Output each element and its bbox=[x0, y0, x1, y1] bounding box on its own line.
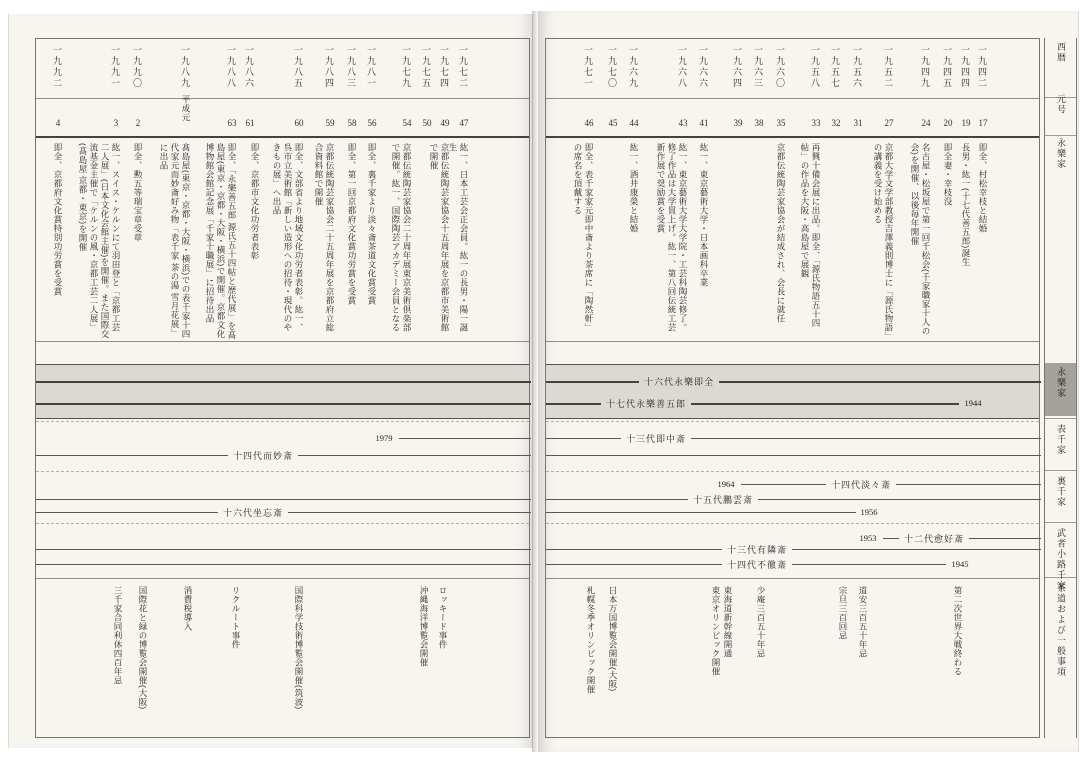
year-label: 一九四二 bbox=[977, 45, 987, 89]
sidebar-item-1: 元号 bbox=[1056, 94, 1066, 115]
section-divider-line bbox=[546, 341, 1039, 342]
generation-line bbox=[36, 403, 531, 405]
gutter-shadow bbox=[532, 11, 539, 752]
general-event-entry: 沖縄海洋博覧会開催 bbox=[419, 586, 429, 667]
era-year-number: 46 bbox=[584, 118, 594, 128]
family-section-dashed-divider bbox=[546, 471, 1039, 472]
chronology-entry: 紘一、スイス・ケルンにて羽田登と「京都工芸二人展」(日本文化会館主催)を開催。また国際交流基金主催で「ケルンの風・京都工芸二人展」(髙島屋 京都・東京)を開催 bbox=[78, 143, 121, 339]
year-label: 一九六四 bbox=[732, 45, 742, 89]
generation-year-mark: 1944 bbox=[962, 398, 985, 409]
year-label: 一九七二 bbox=[458, 45, 468, 89]
era-year-number: 17 bbox=[978, 118, 988, 128]
era-year-number: 3 bbox=[113, 118, 119, 128]
era-year-number: 59 bbox=[325, 118, 335, 128]
chronology-entry: 髙島屋(東京・京都・大阪・横浜)での表千家十四代家元而妙斎好み物「表千家 茶の湯 雪月花展」に出品 bbox=[159, 143, 191, 339]
era-year-number: 31 bbox=[853, 118, 863, 128]
eiraku-generation-band bbox=[546, 364, 1039, 419]
year-label: 一九六〇 bbox=[775, 45, 785, 89]
generation-line bbox=[36, 499, 531, 500]
family-section-dashed-divider bbox=[36, 471, 529, 472]
year-label: 一九八六 bbox=[244, 45, 254, 89]
sidebar-divider bbox=[1045, 418, 1076, 419]
year-label: 一九六六 bbox=[698, 45, 708, 89]
era-year-number: 63 bbox=[227, 118, 237, 128]
family-section-dashed-divider bbox=[546, 421, 1039, 422]
chronology-entry: 即全妻・幸枝没 bbox=[943, 143, 953, 206]
generation-line bbox=[36, 549, 531, 550]
chronology-entry: 京都伝統陶芸家協会二十周年展東京美術倶楽部で開催。紘一、国際陶芸アカデミー会員となる bbox=[391, 143, 412, 332]
section-divider-line bbox=[546, 578, 1039, 579]
year-label: 一九五二 bbox=[883, 45, 893, 89]
generation-label: 十四代不徹斎 bbox=[722, 559, 792, 571]
year-label: 一九五八 bbox=[810, 45, 820, 89]
chronology-entry: 即全、第一回京都府文化賞功労賞を受賞 bbox=[347, 143, 357, 305]
chronology-entry: 紘一、酒井康榮と結婚 bbox=[629, 143, 639, 233]
generation-line bbox=[546, 512, 856, 513]
chronology-entry: 再興十備会展に出品。即全、「源氏物語五十四帖」の作品を大阪・高島屋で展観 bbox=[800, 143, 821, 328]
generation-line bbox=[546, 499, 1041, 500]
generation-line bbox=[546, 381, 1041, 383]
generation-year-mark: 1964 bbox=[715, 479, 738, 490]
generation-year-mark: 1979 bbox=[373, 433, 396, 444]
chronology-entry: 京都伝統陶芸家協会が結成され、会長に就任 bbox=[776, 143, 786, 323]
sidebar-item-tab-6: 武者小路千家 bbox=[1056, 528, 1066, 591]
chronology-entry: 長男・紘一(十七代善五郎)誕生 bbox=[961, 143, 971, 267]
generation-label: 十五代鵬雲斎 bbox=[688, 494, 758, 506]
chronology-entry: 即全、京都市文化功労者表彰 bbox=[250, 143, 260, 260]
era-year-number: 39 bbox=[733, 118, 743, 128]
eiraku-generation-band bbox=[36, 364, 529, 419]
era-year-number: 33 bbox=[811, 118, 821, 128]
year-label: 一九七〇 bbox=[607, 45, 617, 89]
generation-label: 十三代即中斎 bbox=[621, 433, 691, 445]
general-event-entry: 三千家合同利休四百年忌 bbox=[113, 586, 123, 685]
year-label: 一九五六 bbox=[852, 45, 862, 89]
era-year-number: 50 bbox=[422, 118, 432, 128]
chronology-entry: 紘一、日本工芸会正会員。紘一の長男・陽一誕生 bbox=[448, 143, 469, 332]
chronology-entry: 即全、村松幸枝と結婚 bbox=[978, 143, 988, 233]
era-year-number: 32 bbox=[831, 118, 841, 128]
general-event-entry: 宗旦三百回忌 bbox=[838, 586, 848, 640]
general-event-entry: 国際科学技術博覧会開催(筑波) bbox=[294, 586, 304, 710]
chronology-entry: 即全、文部省より地域文化功労者表彰。紘一、呉市立美術館「新しい造形への招待・現代のやきもの展」へ出品 bbox=[272, 143, 304, 332]
year-label: 一九六八 bbox=[677, 45, 687, 89]
general-event-entry: リクルート事件 bbox=[231, 586, 241, 649]
generation-label: 十四代而妙斎 bbox=[228, 450, 298, 462]
era-year-number: 43 bbox=[678, 118, 688, 128]
section-divider-line bbox=[36, 578, 529, 579]
year-label: 一九九〇 bbox=[132, 45, 142, 89]
era-year-number: 56 bbox=[367, 118, 377, 128]
chronology-entry: 名古屋・松坂屋で第一回千松会(千家職家十人の会)を開催、以後毎年開催 bbox=[910, 143, 931, 336]
era-year-number: 19 bbox=[961, 118, 971, 128]
era-year-number: 38 bbox=[754, 118, 764, 128]
sidebar-item-tab-7: 茶道および一般事項 bbox=[1056, 583, 1066, 678]
generation-label: 十三代有隣斎 bbox=[722, 544, 792, 556]
year-label: 一九四五 bbox=[942, 45, 952, 89]
generation-line bbox=[546, 549, 1041, 550]
year-label: 一九七五 bbox=[421, 45, 431, 89]
year-label: 一九八一 bbox=[366, 45, 376, 89]
chronology-entry: 即全、表千家家元即中斎より茶席に「陶然軒」の席名を頂戴する bbox=[573, 143, 594, 332]
general-event-entry: ロッキード事件 bbox=[438, 586, 448, 649]
generation-label: 十四代淡々斎 bbox=[826, 479, 896, 491]
chronology-entry: 京都大学文学部教授吉澤義則博士に「源氏物語」の講義を受け始める bbox=[873, 143, 894, 337]
general-event-entry: 第二次世界大戦終わる bbox=[953, 586, 963, 676]
generation-year-mark: 1953 bbox=[857, 533, 880, 544]
general-event-entry: 道安三百五十年忌 bbox=[858, 586, 868, 658]
year-label: 一九四四 bbox=[960, 45, 970, 89]
chronology-entry: 京都伝統陶芸家協会十五周年展を京都市美術館で開催 bbox=[429, 143, 450, 332]
chronology-entry: 即全、裏千家より淡々斎茶道文化賞受賞 bbox=[367, 143, 377, 305]
generation-line bbox=[546, 455, 1041, 456]
year-label: 一九九二 bbox=[52, 45, 62, 89]
era-year-number: 47 bbox=[459, 118, 469, 128]
generation-label: 十六代永樂即全 bbox=[639, 376, 719, 388]
generation-label: 十二代愈好斎 bbox=[899, 533, 969, 545]
year-label: 一九七九 bbox=[401, 45, 411, 89]
section-divider-line bbox=[36, 136, 529, 138]
year-label: 一九八五 bbox=[293, 45, 303, 89]
era-year-number: 4 bbox=[55, 118, 61, 128]
era-year-number: 41 bbox=[699, 118, 709, 128]
year-label: 一九七四 bbox=[439, 45, 449, 89]
general-event-entry: 日本万国博覧会開催(大阪) bbox=[608, 586, 618, 692]
era-year-number: 60 bbox=[294, 118, 304, 128]
year-label: 一九五七 bbox=[830, 45, 840, 89]
generation-year-mark: 1945 bbox=[949, 559, 972, 570]
year-label: 一九六三 bbox=[753, 45, 763, 89]
generation-line bbox=[36, 381, 531, 383]
general-event-entry: 国際花と緑の博覧会開催(大阪) bbox=[138, 586, 148, 710]
era-year-number: 35 bbox=[776, 118, 786, 128]
family-section-dashed-divider bbox=[36, 421, 529, 422]
chronology-entry: 京都伝統陶芸家協会二十五周年展を京都府立総合資料館で開催 bbox=[314, 143, 335, 332]
year-label: 一九六九 bbox=[628, 45, 638, 89]
generation-line bbox=[36, 564, 531, 565]
sidebar-item-tab-5: 裏千家 bbox=[1056, 476, 1066, 508]
chronology-entry: 紘一、東京藝術大学・日本画科卒業 bbox=[699, 143, 709, 287]
year-label: 一九八三 bbox=[346, 45, 356, 89]
year-label: 一九九一 bbox=[110, 45, 120, 89]
family-section-dashed-divider bbox=[546, 523, 1039, 524]
era-year-number: 58 bbox=[347, 118, 357, 128]
chronology-entry: 即全、「永樂善五郎 源氏五十四帖と歴代展」を髙島屋(東京・京都・大阪・横浜)で開催。京都文化博物館会館記念展「千家十職展」に招待出品 bbox=[205, 143, 237, 340]
general-event-entry: 少庵三百五十年忌 bbox=[756, 586, 766, 658]
year-label: 一九四九 bbox=[920, 45, 930, 89]
era-year-number: 61 bbox=[245, 118, 255, 128]
era-year-number: 27 bbox=[884, 118, 894, 128]
year-label: 一九八八 bbox=[226, 45, 236, 89]
era-year-number: 24 bbox=[921, 118, 931, 128]
era-year-number: 49 bbox=[440, 118, 450, 128]
chronology-table-left-page bbox=[35, 38, 530, 738]
sidebar-divider bbox=[1045, 522, 1076, 523]
sidebar-item-tab-4: 表千家 bbox=[1056, 424, 1066, 456]
general-event-entry: 東京オリンピック開催 bbox=[711, 586, 721, 676]
generation-label: 十六代坐忘斎 bbox=[218, 507, 288, 519]
era-year-number: 2 bbox=[135, 118, 141, 128]
era-year-number: 44 bbox=[629, 118, 639, 128]
era-year-number: 45 bbox=[608, 118, 618, 128]
generation-line bbox=[399, 438, 531, 439]
row-header-sidebar bbox=[1044, 38, 1077, 738]
year-label: 一九八四 bbox=[324, 45, 334, 89]
general-event-entry: 消費税導入 bbox=[183, 586, 193, 631]
sidebar-item-tab-3: 永樂家 bbox=[1056, 367, 1066, 399]
section-divider-line bbox=[546, 136, 1039, 138]
year-label: 一九七一 bbox=[583, 45, 593, 89]
general-event-entry: 東海道新幹線開通 bbox=[723, 586, 733, 658]
era-year-number: 20 bbox=[943, 118, 953, 128]
generation-year-mark: 1956 bbox=[858, 507, 881, 518]
sidebar-item-0: 西暦 bbox=[1056, 42, 1066, 63]
general-event-entry: 札幌冬季オリンピック開催 bbox=[586, 586, 596, 694]
sidebar-item-2: 永樂家 bbox=[1056, 138, 1066, 170]
chronology-entry: 即全、勲五等瑞宝章受章 bbox=[133, 143, 143, 242]
sidebar-divider bbox=[1045, 470, 1076, 471]
year-label: 一九八九 bbox=[180, 45, 190, 89]
chronology-table-right-page bbox=[545, 38, 1040, 738]
generation-label: 十七代永樂善五郎 bbox=[601, 398, 691, 410]
era-year-number: 54 bbox=[402, 118, 412, 128]
family-section-dashed-divider bbox=[36, 523, 529, 524]
chronology-entry: 紘一、東京藝術大学大学院・工芸科陶芸修了。修了作品は大学買上げ。紘一、第八回伝統工芸新作展で奨励賞を受賞 bbox=[656, 143, 688, 332]
era-name-label: 平成元 bbox=[181, 95, 191, 122]
sidebar-divider bbox=[1045, 135, 1076, 136]
chronology-entry: 即全、京都府文化賞特別功労賞を受賞 bbox=[53, 143, 63, 296]
section-divider-line bbox=[36, 341, 529, 342]
